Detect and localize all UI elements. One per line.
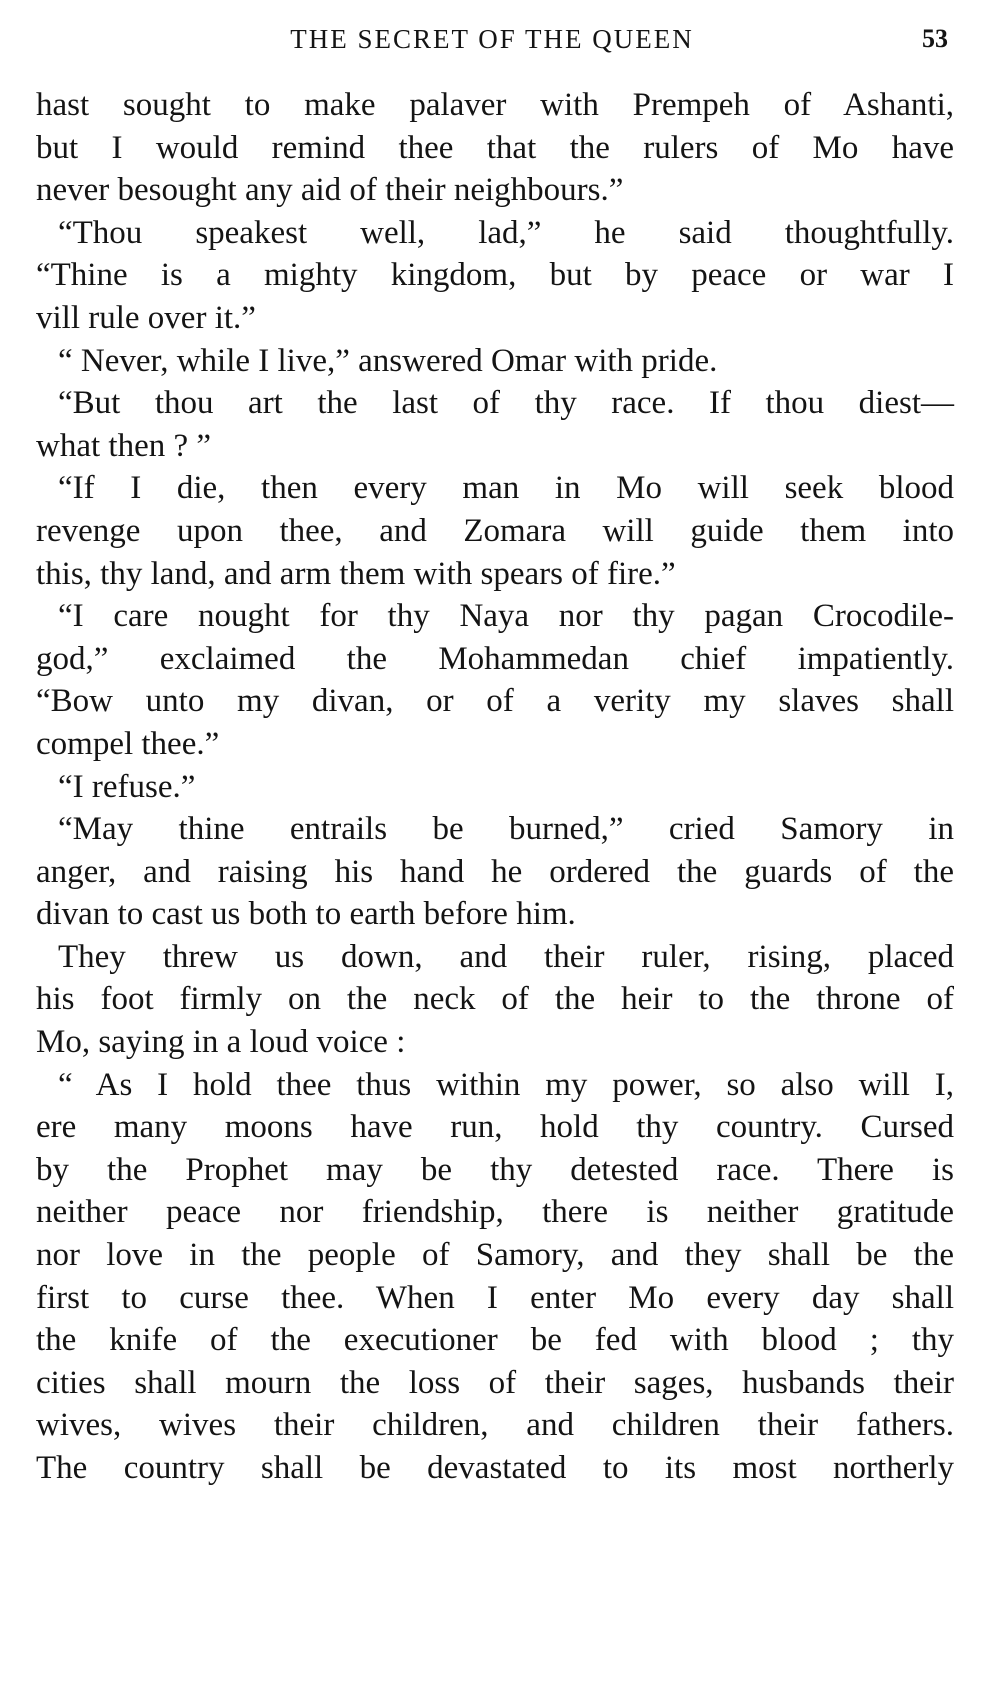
text-line: divan to cast us both to earth before him. [36,896,576,933]
text-line: ere many moons have run, hold thy country. Cursed [36,1109,954,1146]
text-line: Mo, saying in a loud voice : [36,1024,406,1061]
text-line: but I would remind thee that the rulers of Mo have [36,129,954,166]
text-line: god,” exclaimed the Mohammedan chief impatiently. [36,640,954,677]
text-line: hast sought to make palaver with Prempeh of Ashanti, [36,87,954,123]
text-line: by the Prophet may be thy detested race. There is [36,1151,954,1188]
running-title: THE SECRET OF THE QUEEN [290,24,694,54]
text-line: what then ? ” [36,427,212,464]
text-line: nor love in the people of Samory, and they shall be the [36,1237,954,1274]
text-line: “Bow unto my divan, or of a verity my slaves shall [36,683,954,720]
text-line: “ Never, while I live,” answered Omar with pride. [58,342,718,379]
text-line: wives, wives their children, and children their fathers. [36,1407,954,1444]
text-line: “Thine is a mighty kingdom, but by peace or war I [36,257,954,294]
text-line: “ As I hold thee thus within my power, so also will I, [58,1066,954,1103]
text-line: neither peace nor friendship, there is neither gratitude [36,1194,954,1231]
text-line: They threw us down, and their ruler, rising, placed [58,938,954,975]
text-line: “But thou art the last of thy race. If thou diest— [58,385,954,422]
text-line: compel thee.” [36,725,220,762]
page-number: 53 [922,24,948,53]
text-line: “Thou speakest well, lad,” he said thoughtfully. [58,214,954,251]
text-line: his foot firmly on the neck of the heir to the throne of [36,981,954,1018]
text-line: the knife of the executioner be fed with blood ; thy [36,1322,954,1359]
body-text [36,84,954,1490]
text-line: vill rule over it.” [36,299,256,336]
text-line: never besought any aid of their neighbours.” [36,172,624,209]
running-head [36,22,948,62]
text-line: revenge upon thee, and Zomara will guide them into [36,512,954,549]
text-line: “If I die, then every man in Mo will seek blood [58,470,954,507]
text-line: cities shall mourn the loss of their sages, husbands their [36,1364,954,1401]
text-line: “I care nought for thy Naya nor thy pagan Crocodile- [58,598,954,635]
text-line: anger, and raising his hand he ordered the guards of the [36,853,954,890]
text-line: “May thine entrails be burned,” cried Samory in [58,811,954,848]
text-line: The country shall be devastated to its most northerly [36,1450,954,1486]
text-line: “I refuse.” [58,768,196,805]
text-line: this, thy land, and arm them with spears of fire.” [36,555,676,592]
text-line: first to curse thee. When I enter Mo every day shall [36,1279,954,1316]
